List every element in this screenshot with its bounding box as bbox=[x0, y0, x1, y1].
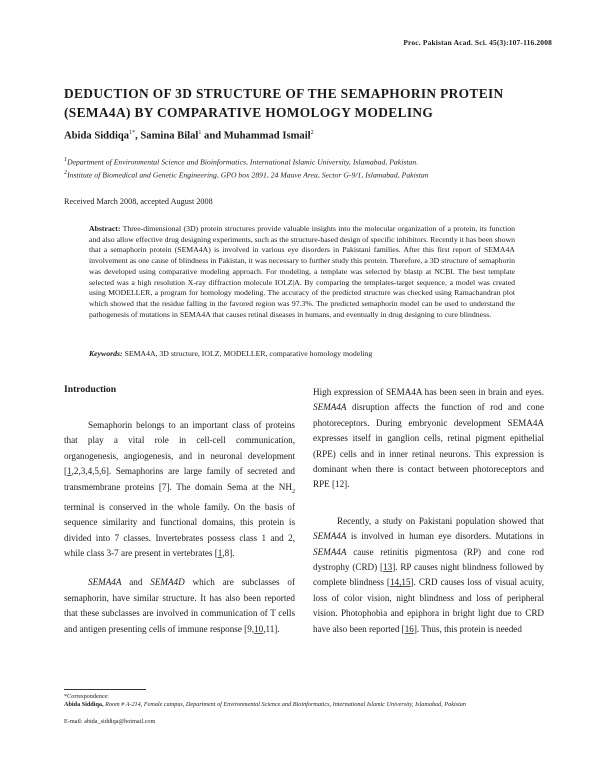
text: Semaphorin belongs to an important class of proteins that play a vital role in cell-cell communication, organogenesis, angiogenesis, and in neuronal development [ bbox=[64, 420, 295, 477]
paragraph bbox=[313, 514, 544, 637]
author-affiliation-mark: 2 bbox=[310, 130, 314, 136]
subscript: 2 bbox=[292, 488, 295, 495]
author-affiliation-mark: 1* bbox=[129, 130, 136, 136]
text: cause retinitis pigmentosa (RP) and cone rod dystrophy (CRD) [ bbox=[313, 546, 544, 573]
author-name: Abida Siddiqa bbox=[64, 130, 130, 142]
footnote-email: E-mail: abida_siddiqa@hotmail.com bbox=[64, 718, 156, 725]
text: ]. CRD causes loss of visual acuity, loss of color vision, night blindness and loss of peripheral vision. Photophobia and epiphora in bright light due to CRD have also been reported [ bbox=[313, 577, 544, 634]
text: High expression of SEMA4A has been seen in brain and eyes. bbox=[313, 387, 544, 397]
citation-link[interactable]: 16 bbox=[404, 623, 414, 634]
paragraph bbox=[64, 418, 295, 561]
author-separator: , bbox=[135, 130, 141, 142]
affiliation-mark: 2 bbox=[64, 170, 68, 176]
keywords bbox=[89, 349, 372, 358]
section-heading: Introduction bbox=[64, 384, 117, 395]
gene-name: SEMA4D bbox=[150, 577, 185, 588]
column-right bbox=[313, 385, 544, 637]
journal-citation: Proc. Pakistan Acad. Sci. 45(3):107-116.2008 bbox=[403, 38, 552, 47]
affiliation-text: Institute of Biomedical and Genetic Engineering, GPO box 2891, 24 Mauve Area, Sector G-9/1, Islamabad, Pakistan bbox=[67, 170, 429, 180]
column-left bbox=[64, 418, 295, 637]
abstract-label: Abstract: bbox=[89, 224, 121, 233]
text: ,11]. bbox=[263, 623, 280, 634]
paper-title: DEDUCTION OF 3D STRUCTURE OF THE SEMAPHORIN PROTEIN (SEMA4A) BY COMPARATIVE HOMOLOGY MODELING bbox=[64, 86, 504, 120]
citation-link[interactable]: 13 bbox=[383, 562, 393, 573]
received-date: Received March 2008, accepted August 2008 bbox=[64, 197, 213, 206]
keywords-text: SEMA4A, 3D structure, IOLZ, MODELLER, comparative homology modeling bbox=[122, 349, 373, 358]
text: ,8]. bbox=[222, 548, 235, 559]
gene-name: SEMA4A bbox=[313, 546, 347, 557]
text: Recently, a study on Pakistani population showed that bbox=[337, 515, 544, 526]
author-name: Muhammad Ismail bbox=[223, 130, 311, 142]
text: ,2,3,4,5,6]. Semaphorins are large family of secreted and transmembrane proteins [7]. The domain Sema at the NH bbox=[64, 466, 295, 492]
citation-link[interactable]: 14,15 bbox=[389, 577, 411, 588]
abstract-text: Three-dimensional (3D) protein structures provide valuable insights into the molecular organization of a protein, its function and also allow effective drug designing experiments, such as the structure-based design of specific inhibitors. Recently it has been shown that a semaphorin protein (SEMA4A) is involved in various eye disorders in Pakistani families. After this first report of SEMA4A involvement as one cause of blindness in Pakistan, it was necessary to further study this protein. Therefore, a 3D structure of semaphorin was developed using comparative modeling approach. For modeling, a template was selected by blastp at NCBI. The best template selected was a high resolution X-ray diffraction molecule IOLZ|A. By comparing the templates-target sequence, a model was created using MODELLER, a program for homology modeling. The accuracy of the predicted structure was checked using Ramachandran plot which showed that the residue falling in the favored region was 97.3%. The predicted semaphorin model can be used to understand the pathogenesis of mutations in SEMA4A that causes retinal diseases in humans, and eventually in drug designing to cure blindness. bbox=[89, 224, 515, 319]
gene-name: SEMA4A bbox=[88, 577, 122, 588]
text: disruption affects the function of rod and cone photoreceptors. During embryonic development SEMA4A expresses itself in ganglion cells, retinal pigment epithelial (RPE) cells and in inner retinal neurons. This expression is dominant when there is contact between photoreceptors and RPE [12]. bbox=[313, 402, 544, 490]
gene-name: SEMA4A bbox=[313, 531, 347, 542]
affiliation-1 bbox=[64, 157, 418, 167]
footnote-address bbox=[64, 701, 544, 709]
text: is involved in human eye disorders. Mutations in bbox=[346, 531, 544, 542]
author-affiliation-mark: 1 bbox=[198, 130, 202, 136]
text: ]. RP causes night blindness followed by complete blindness [ bbox=[313, 562, 544, 588]
text: terminal is conserved in the whole family. On the basis of sequence similarity and functional domains, this protein is divided into 7 classes. Invertebrates possess class 1 and 2, while class 3-7 are present in vertebrates [ bbox=[64, 501, 295, 559]
affiliation-2 bbox=[64, 170, 429, 180]
affiliation-text: Department of Environmental Science and Bioinformatics, International Islamic University, Islamabad, Pakistan. bbox=[67, 157, 419, 167]
citation-link[interactable]: 10 bbox=[254, 623, 264, 634]
paragraph bbox=[64, 575, 295, 637]
text: ]. Thus, this protein is needed bbox=[413, 623, 522, 634]
paragraph bbox=[313, 385, 544, 493]
gene-name: SEMA4A bbox=[313, 402, 347, 413]
footnote-name: Abida Siddiqa, bbox=[64, 701, 104, 708]
footnote-correspondence: *Correspondence: bbox=[64, 693, 110, 700]
affiliation-mark: 1 bbox=[64, 157, 68, 163]
citation-link[interactable]: 1 bbox=[67, 466, 72, 477]
text: which are subclasses of semaphorin, have similar structure. It has also been reported that these subclasses are involved in communication of T cells and antigen presenting cells of immune response [9, bbox=[64, 577, 295, 634]
text: and bbox=[121, 577, 151, 588]
footnote-address-text: Room # A-214, Female campus, Department of Environmental Science and Bioinformatics, International Islamic University, Islamabad, Pakistan bbox=[103, 701, 466, 708]
footnote-divider bbox=[64, 689, 146, 690]
keywords-label: Keywords: bbox=[89, 349, 123, 358]
author-line bbox=[64, 130, 314, 142]
author-separator: and bbox=[201, 130, 224, 142]
abstract bbox=[89, 224, 515, 320]
author-name: Samina Bilal bbox=[140, 130, 199, 142]
citation-link[interactable]: 1 bbox=[217, 548, 223, 559]
